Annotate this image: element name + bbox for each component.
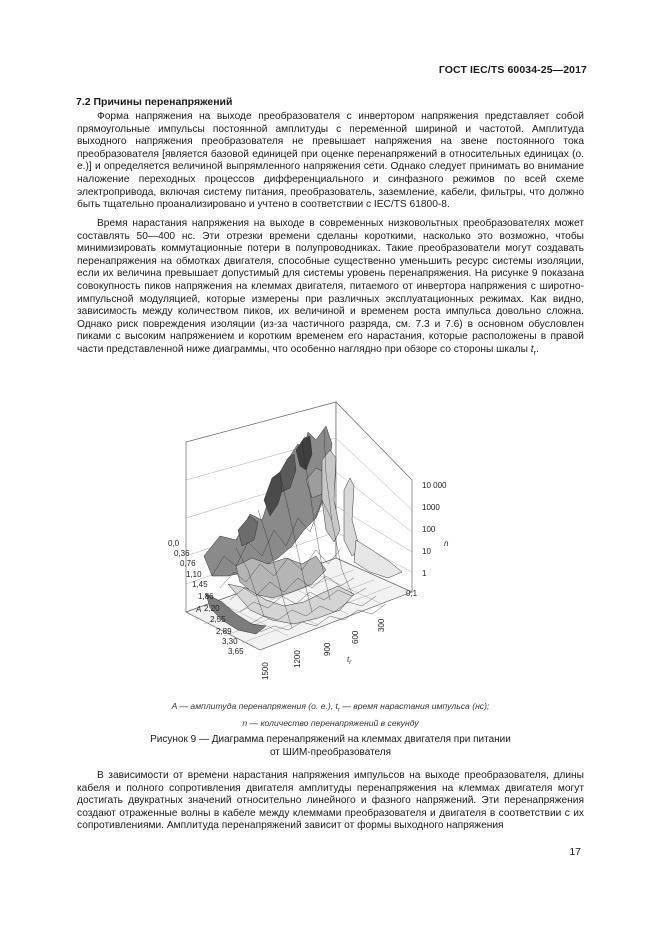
page-number: 17 [569, 846, 581, 858]
axis-A-tick: 2,55 [210, 615, 226, 624]
axis-tr-tick: 1500 [261, 662, 270, 680]
axis-n-label: n [444, 539, 449, 548]
axis-tr-tick: 900 [323, 642, 332, 656]
legend-line-2: n — количество перенапряжений в секунду [242, 717, 419, 728]
overvoltage-3d-diagram [168, 380, 476, 690]
axis-A-tick: 3,65 [228, 647, 244, 656]
axis-tr-tick: 600 [351, 630, 360, 644]
axis-n-tick: 1 [422, 569, 427, 578]
axis-n-tick: 100 [422, 525, 436, 534]
section-title: 7.2 Причины перенапряжений [76, 96, 233, 108]
axis-A-tick: 0,36 [174, 549, 190, 558]
axis-n [406, 481, 449, 598]
paragraph-2-subscript: r [533, 349, 536, 357]
legend-line-1: A — амплитуда перенапряжения (о. е.), $t_r$ — время нарастания импульса (нс); [171, 701, 490, 714]
document-code: ГОСТ IEC/TS 60034-25—2017 [438, 64, 587, 76]
paragraph-1: Форма напряжения на выходе преобразователя с инвертором напряжения представляет собой прямоугольные импульсы постоянной амплитуды с переменной шириной и частотой. Амплитуда выходного напряжения преобразователя не превышает напряжения на звене постоянного тока преобразователя [является базовой единицей при оценке перенапряжений в относительных единицах (о. е.)] и определяется величиной выпрямленного напряжения сети. Однако следует принимать во внимание наложение переходных процессов дифференциального и синфазного режимов по всей схеме электропривода, включая систему питания, преобразователь, заземление, кабели, фильтры, что должно быть тщательно проанализировано и учтено в соответствии с IEC/TS 61800-8. [77, 111, 584, 211]
axis-A-tick: 1,10 [186, 570, 202, 579]
axis-A-tick: 2,20 [204, 604, 220, 613]
axis-tr-tick: 1200 [293, 650, 302, 668]
caption-line-1: Рисунок 9 — Диаграмма перенапряжений на клеммах двигателя при питании [150, 734, 511, 745]
axis-tr-tick: 300 [377, 618, 386, 632]
paragraph-2-symbol: t [530, 343, 534, 355]
paragraph-2-text: Время нарастания напряжения на выходе в современных низковольтных преобразователях может составлять 50—400 нс. Эти отрезки времени сделаны короткими, насколько это возможно, чтобы минимизировать коммутационные потери в полупроводниках. Такие преобразователи могут создавать перенапряжения на обмотках двигателя, способные существенно уменьшить ресурс системы изоляции, если их величина превышает допустимый для системы уровень перенапряжения. На рисунке 9 показана совокупность пиков напряжения на клеммах двигателя, питаемого от инвертора напряжения с широтно-импульсной модуляцией, которые измерены при различных эксплуатационных режимах. Как видно, зависимость между количеством пиков, их величиной и временем роста импульса довольно сложна. Однако риск повреждения изоляции (из-за частичного разряда, см. 7.3 и 7.6) в основном обусловлен пиками с высоким напряжением и коротким временем его нарастания, которые расположены в правой части представленной ниже диаграммы, что особенно наглядно при обзоре со стороны шкалы [77, 218, 584, 355]
axis-A-label: A [196, 605, 202, 614]
axis-n-tick: 10 000 [422, 481, 447, 490]
axis-n-tick: 0,1 [406, 589, 418, 598]
axis-A-tick: 0,76 [180, 559, 196, 568]
axis-A-tick: 3,30 [222, 637, 238, 646]
axis-n-tick: 1000 [422, 503, 440, 512]
caption-line-2: от ШИМ-преобразователя [269, 746, 392, 758]
diagram-svg [168, 380, 476, 690]
paragraph-2-end: . [535, 343, 539, 355]
figure-legend [0, 700, 661, 729]
paragraph-2 [77, 218, 584, 361]
axis-A-tick: 0,0 [168, 539, 180, 548]
axis-A-tick: 1,86 [198, 592, 214, 601]
axis-n-tick: 10 [422, 547, 431, 556]
axis-tr-label: $t_r$ [347, 655, 352, 666]
axis-A-tick: 1,45 [192, 580, 208, 589]
figure-caption [0, 734, 661, 759]
paragraph-3: В зависимости от времени нарастания напряжения импульсов на выходе преобразователя, длины кабеля и полного сопротивления двигателя амплитуды перенапряжения на клеммах двигателя могут достигать двукратных значений относительно линейного и фазного напряжений. Эти перенапряжения создают отраженные волны в кабеле между клеммами преобразователя и двигателя в соответствии с их сопротивлениями. Амплитуда перенапряжений зависит от формы выходного напряжения [77, 770, 584, 832]
axis-A-tick: 2,89 [216, 627, 232, 636]
